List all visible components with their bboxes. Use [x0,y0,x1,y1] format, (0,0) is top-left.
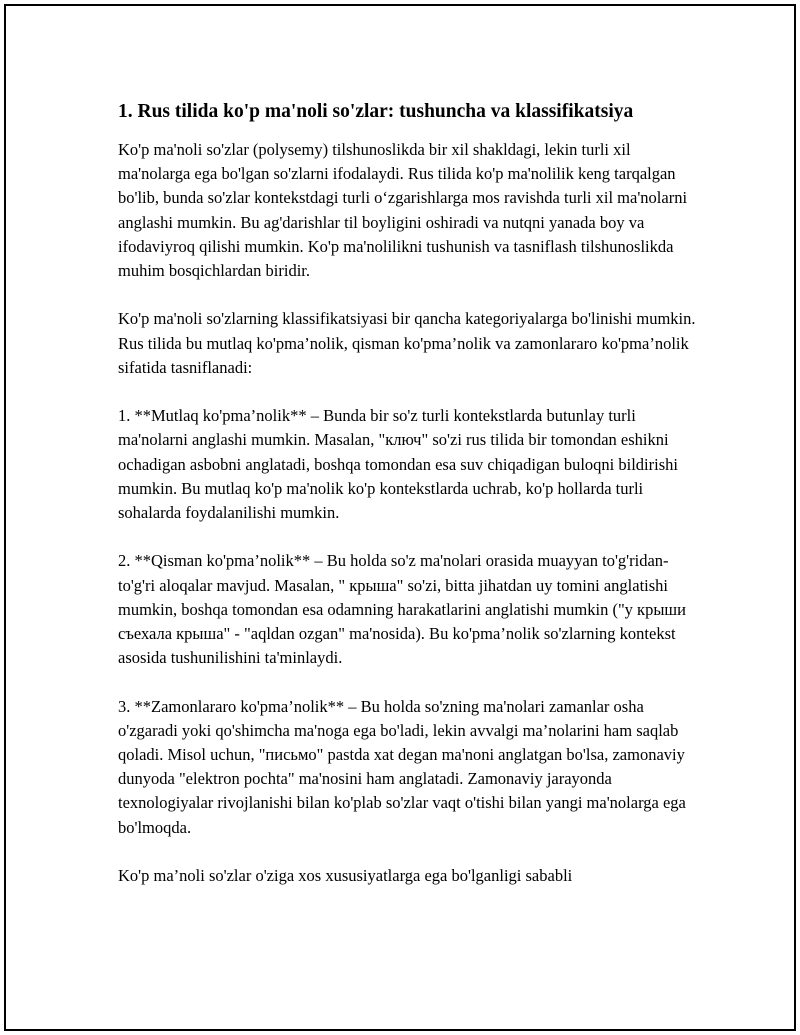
paragraph-absolute-polysemy: 1. **Mutlaq ko'pma’nolik** – Bunda bir so'z turli kontekstlarda butunlay turli ma'nolarni anglashi mumkin. Masalan, "ключ" so'zi rus tilida bir tomondan eshikni ochadigan asbobni anglatadi, boshqa tomondan esa suv chiqadigan buloqni bildirishi mumkin. Bu mutlaq ko'p ma'nolik ko'p kontekstlarda uchrab, ko'p hollarda turli sohalarda foydalanilishi mumkin. [118,406,678,523]
section-heading: 1. Rus tilida ko'p ma'noli so'zlar: tushuncha va klassifikatsiya [118,101,634,122]
paragraph-classification: Ko'p ma'noli so'zlarning klassifikatsiyasi bir qancha kategoriyalarga bo'linishi mumkin. Rus tilida bu mutlaq ko'pma’nolik, qisman ko'pma’nolik va zamonlararo ko'pma’nolik sifatida tasniflanadi: [118,309,696,377]
paragraph-closing: Ko'p ma’noli so'zlar o'ziga xos xususiyatlarga ega bo'lganligi sababli [118,866,573,886]
paragraph-intro: Ko'p ma'noli so'zlar (polysemy) tilshunoslikda bir xil shakldagi, lekin turli xil ma'nolarga ega bo'lgan so'zlarni ifodalaydi. Rus tilida ko'p ma'nolilik keng tarqalgan bo'lib, bunda so'zlar kontekstdagi turli o‘zgarishlarga mos ravishda turli xil ma'nolarni anglashi mumkin. Bu ag'darishlar til boyligini oshiradi va nutqni yanada boy va ifodaviyroq qilishi mumkin. Ko'p ma'nolilikni tushunish va tasniflash tilshunoslikda muhim bosqichlardan biridir. [118,140,688,281]
paragraph-diachronic-polysemy: 3. **Zamonlararo ko'pma’nolik** – Bu holda so'zning ma'nolari zamanlar osha o'zgaradi yoki qo'shimcha ma'noga ega bo'ladi, lekin avvalgi ma’nolarini ham saqlab qoladi. Misol uchun, "письмо" pastda xat degan ma'noni anglatgan bo'lsa, zamonaviy dunyoda "elektron pochta" ma'nosini ham anglatadi. Zamonaviy jarayonda texnologiyalar rivojlanishi bilan ko'plab so'zlar vaqt o'tishi bilan yangi ma'nolarga ega bo'lmoqda. [118,696,686,837]
document-body [118,98,698,912]
paragraph-partial-polysemy: 2. **Qisman ko'pma’nolik** – Bu holda so'z ma'nolari orasida muayyan to'g'ridan-to'g'ri aloqalar mavjud. Masalan, " крыша" so'zi, bitta jihatdan uy tomini anglatishi mumkin, boshqa tomondan esa odamning harakatlarini anglatishi mumkin ("у крыши съехала крыша" - "aqldan ozgan" ma'nosida). Bu ko'pma’nolik so'zlarning kontekst asosida tushunilishini ta'minlaydi. [118,551,686,668]
page-frame [4,4,796,1031]
